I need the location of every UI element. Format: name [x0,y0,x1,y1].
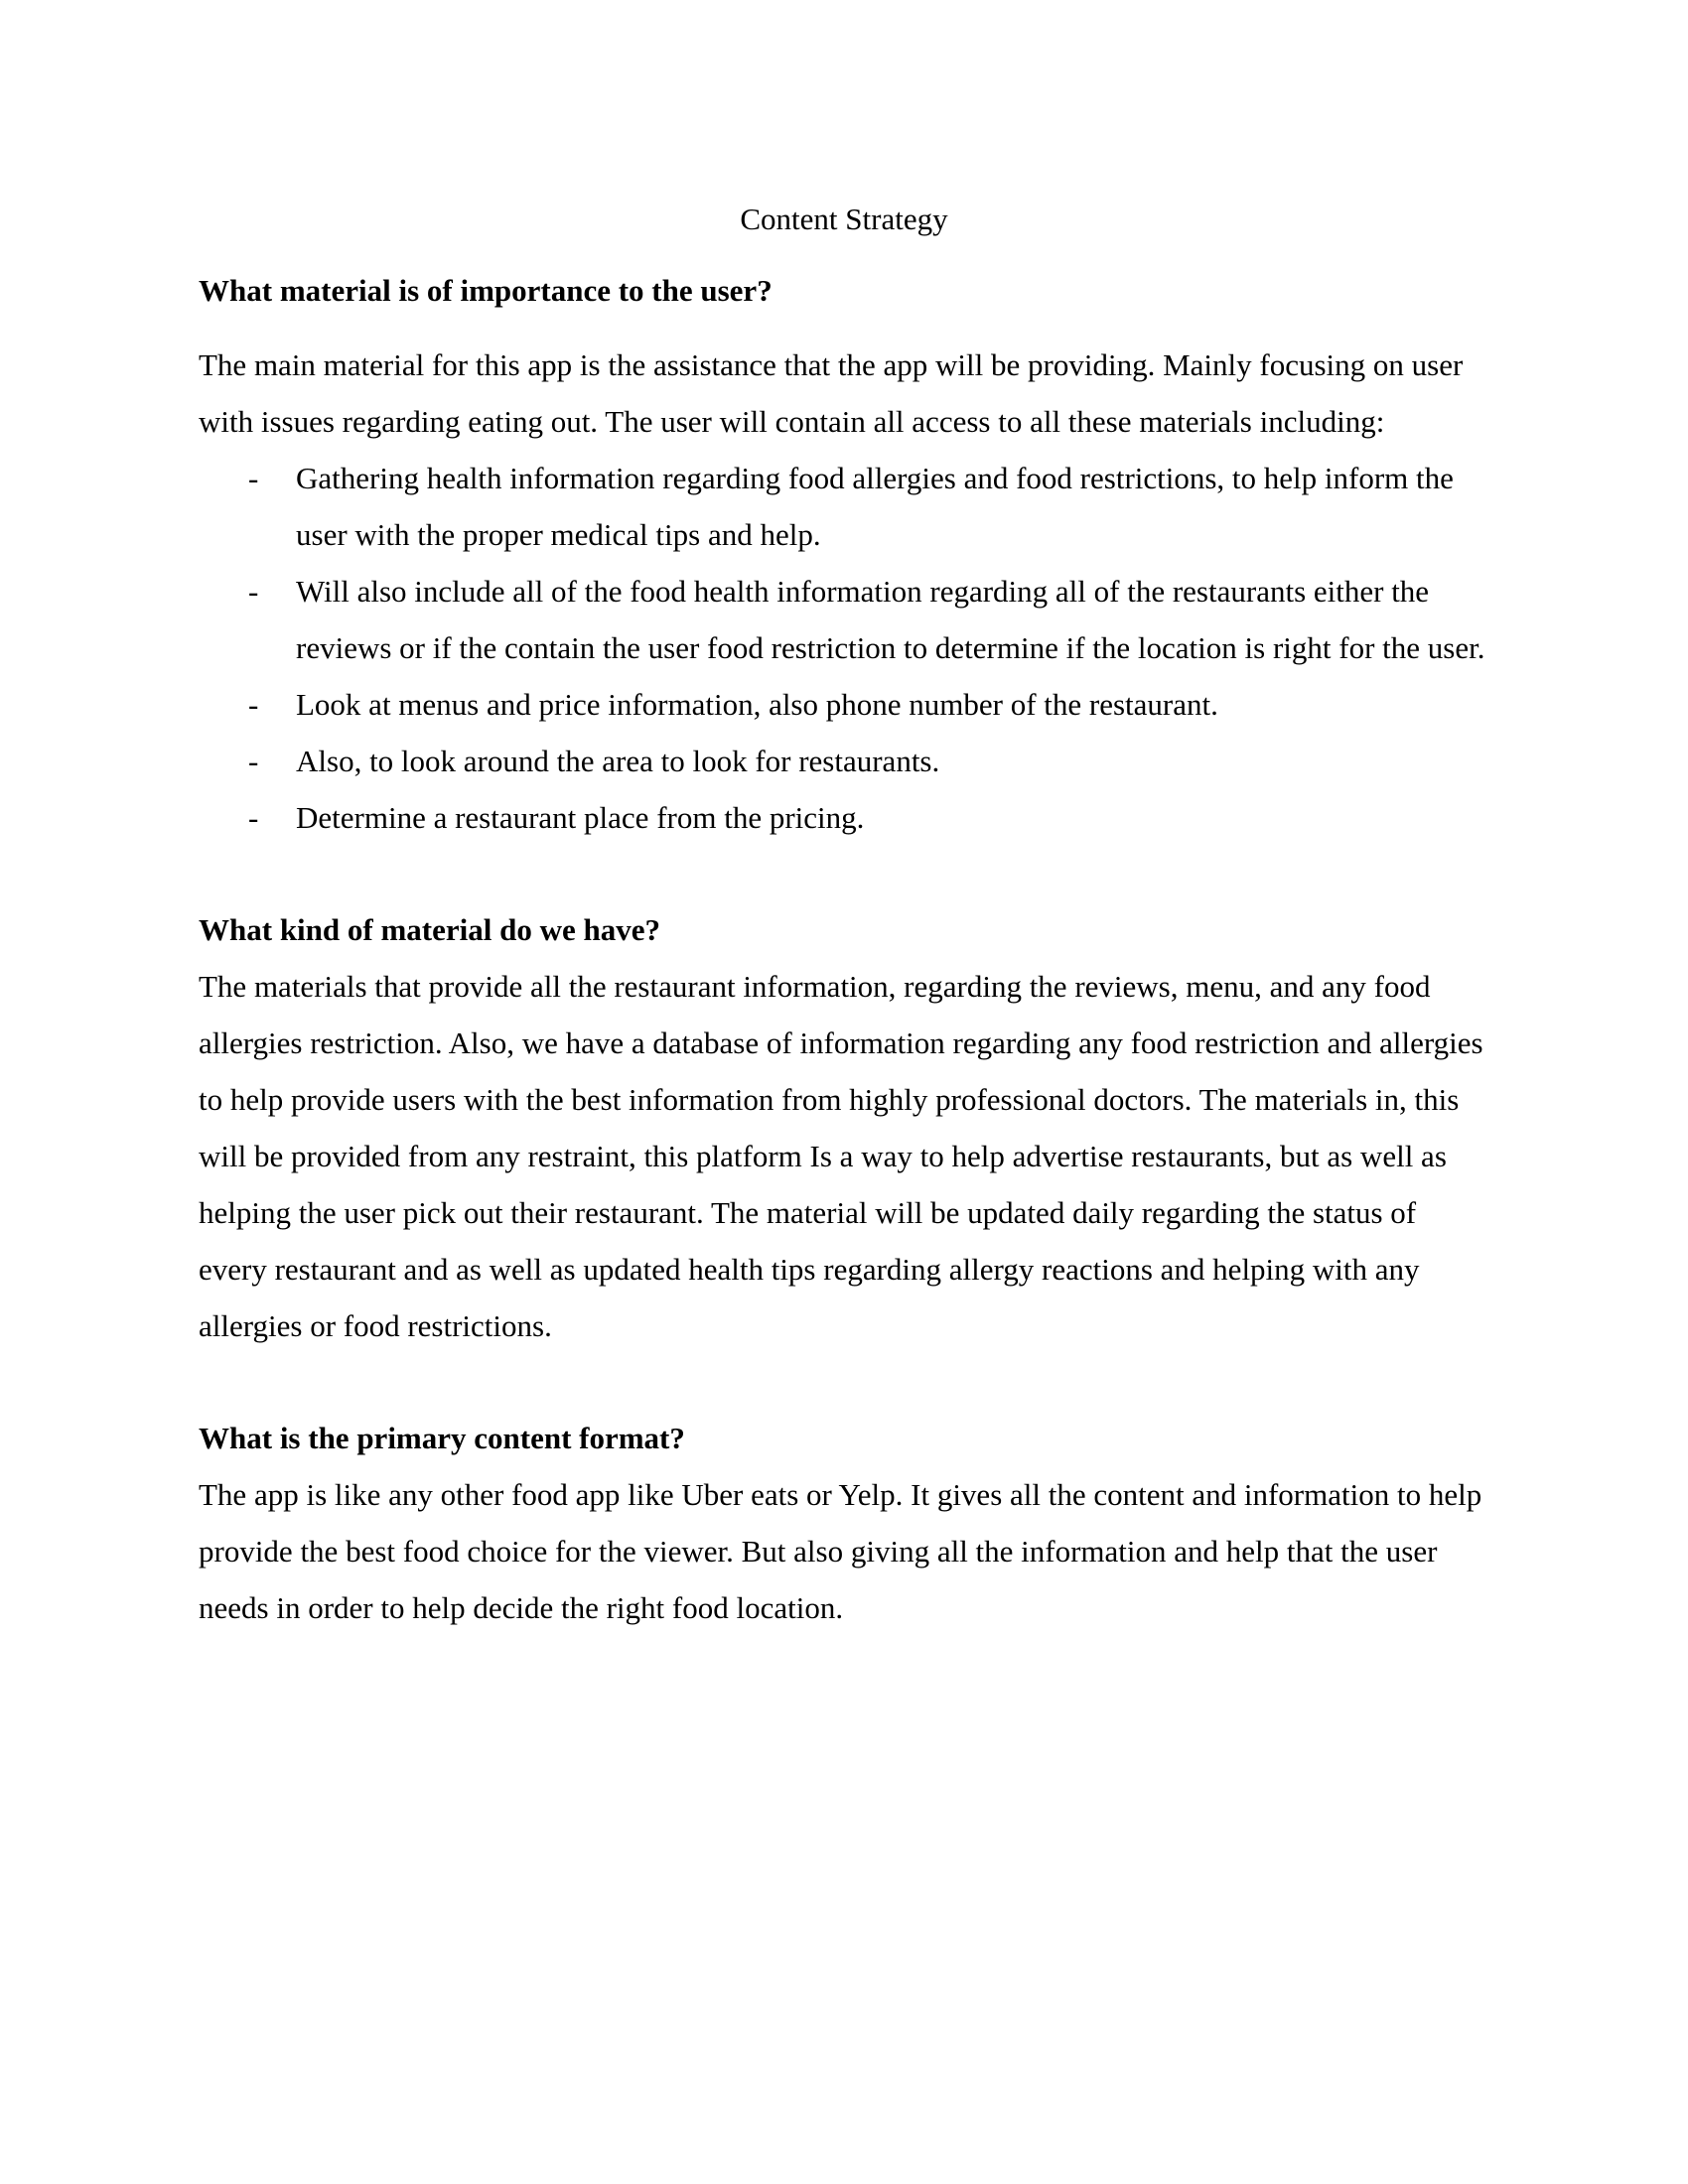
bullet-dash: - [248,800,259,835]
bullet-dash: - [248,744,259,778]
bullet-text: Determine a restaurant place from the pricing. [296,800,865,835]
bullet-list [199,450,1489,846]
section-heading: What material is of importance to the user? [199,273,773,308]
list-item [199,733,1489,789]
section-paragraph: The main material for this app is the assistance that the app will be providing. Mainly focusing on user with issues regarding eating out. The user will contain all access to all these materials including: [199,347,1464,439]
section-content-format [199,1410,1489,1636]
section-heading: What is the primary content format? [199,1421,685,1455]
list-item [199,676,1489,733]
section-paragraph: The app is like any other food app like Uber eats or Yelp. It gives all the content and information to help provide the best food choice for the viewer. But also giving all the information and help that the user needs in order to help decide the right food location. [199,1477,1482,1625]
bullet-text: Also, to look around the area to look for restaurants. [296,744,940,778]
section-material-kind [199,901,1489,1354]
section-paragraph: The materials that provide all the restaurant information, regarding the reviews, menu, and any food allergies restriction. Also, we have a database of information regarding any food restriction and allergies to help provide users with the best information from highly professional doctors. The materials in, this will be provided from any restraint, this platform Is a way to help advertise restaurants, but as well as helping the user pick out their restaurant. The material will be updated daily regarding the status of every restaurant and as well as updated health tips regarding allergy reactions and helping with any allergies or food restrictions. [199,969,1483,1343]
bullet-text: Look at menus and price information, also phone number of the restaurant. [296,687,1218,722]
list-item [199,450,1489,563]
list-item [199,563,1489,676]
bullet-dash: - [248,687,259,722]
section-heading: What kind of material do we have? [199,912,660,947]
bullet-dash: - [248,461,259,495]
bullet-text: Will also include all of the food health information regarding all of the restaurants either the reviews or if the contain the user food restriction to determine if the location is right for the user. [296,574,1485,665]
section-user-importance [199,262,1489,846]
document-title: Content Strategy [740,202,948,236]
bullet-text: Gathering health information regarding food allergies and food restrictions, to help inform the user with the proper medical tips and help. [296,461,1454,552]
list-item [199,789,1489,846]
document-body [199,195,1489,1636]
bullet-dash: - [248,574,259,609]
